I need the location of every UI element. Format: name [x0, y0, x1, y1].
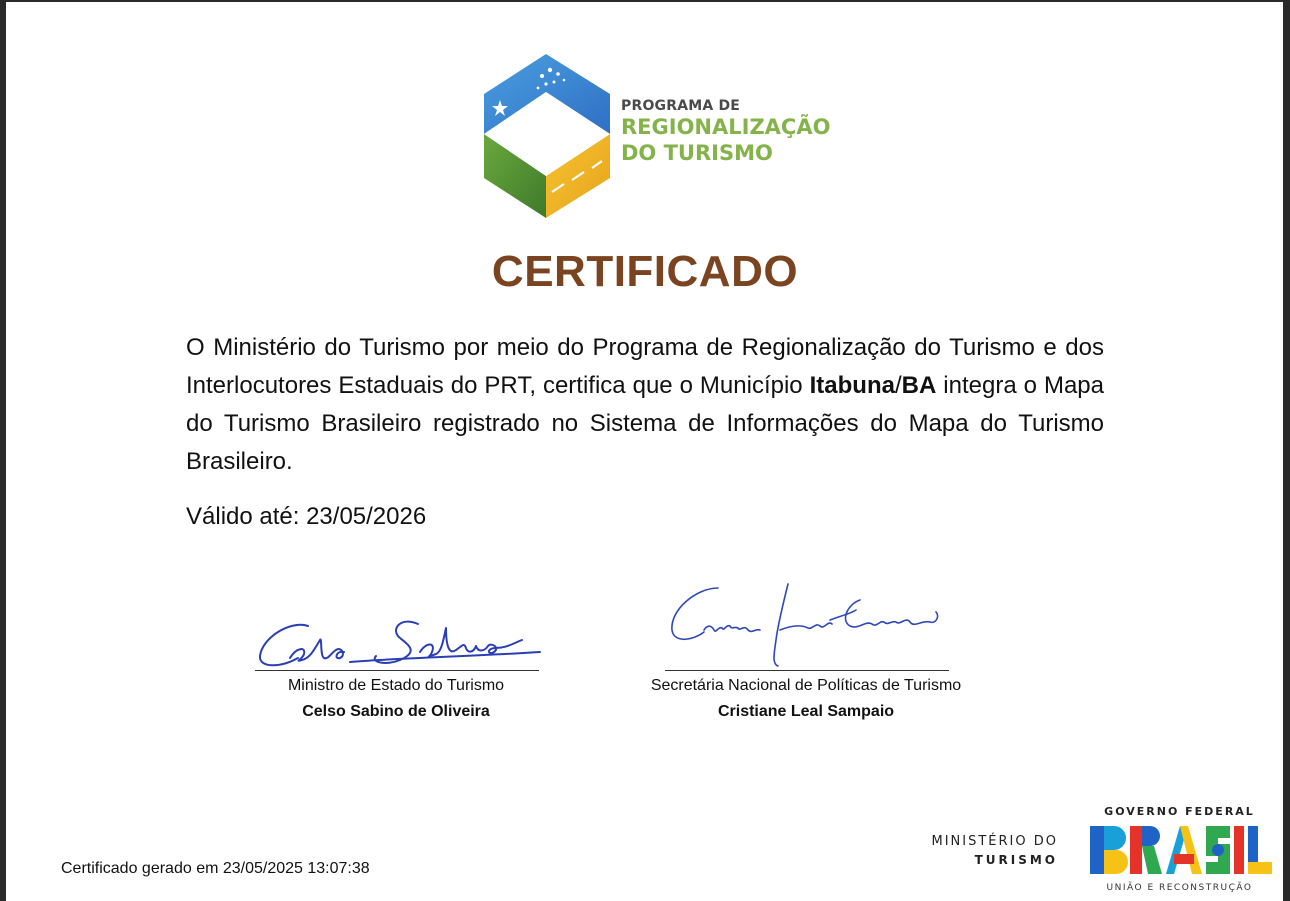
regionalizacao-logo-icon	[480, 52, 615, 222]
brasil-wordmark-logo	[1088, 824, 1274, 880]
uniao-reconstrucao-label: UNIÃO E RECONSTRUÇÃO	[1106, 883, 1253, 893]
signature-celso-sabino	[250, 612, 550, 674]
city-state-separator: /	[894, 372, 902, 399]
governo-federal-label: GOVERNO FEDERAL	[1104, 805, 1255, 818]
ministry-line-1: MINISTÉRIO DO	[931, 834, 1058, 849]
program-logo-text	[621, 98, 830, 166]
signature-line-2	[665, 670, 949, 671]
logo-line-1: PROGRAMA DE	[621, 98, 741, 114]
signature-cristiane-sampaio	[660, 580, 960, 670]
logo-line-2: REGIONALIZAÇÃO	[621, 115, 831, 139]
body-text-part-2: integra o Mapa do Turismo Brasileiro registrado no Sistema de Informações do Mapa do Turismo Brasileiro.	[186, 372, 1104, 475]
certificate-body	[186, 329, 1104, 481]
generated-timestamp: Certificado gerado em 23/05/2025 13:07:38	[61, 860, 370, 877]
ministry-logo-text	[932, 834, 1059, 867]
signature-line-1	[255, 670, 539, 671]
signature-name: Celso Sabino de Oliveira	[302, 703, 490, 720]
certificate-title: CERTIFICADO	[491, 247, 799, 296]
signature-block-1	[246, 673, 546, 726]
signature-role: Secretária Nacional de Políticas de Turismo	[650, 677, 962, 694]
signature-name: Cristiane Leal Sampaio	[717, 703, 895, 720]
logo-line-3: DO TURISMO	[621, 141, 773, 165]
ministry-line-2: TURISMO	[974, 853, 1058, 867]
signature-role: Ministro de Estado do Turismo	[287, 677, 505, 694]
city-name: Itabuna	[809, 372, 895, 399]
state-code: BA	[901, 372, 937, 399]
validity-date: Válido até: 23/05/2026	[186, 503, 427, 530]
signature-block-2	[606, 673, 1006, 726]
body-text-part-1: O Ministério do Turismo por meio do Programa de Regionalização do Turismo e dos Interlocutores Estaduais do PRT, certifica que o Município	[186, 334, 1104, 399]
